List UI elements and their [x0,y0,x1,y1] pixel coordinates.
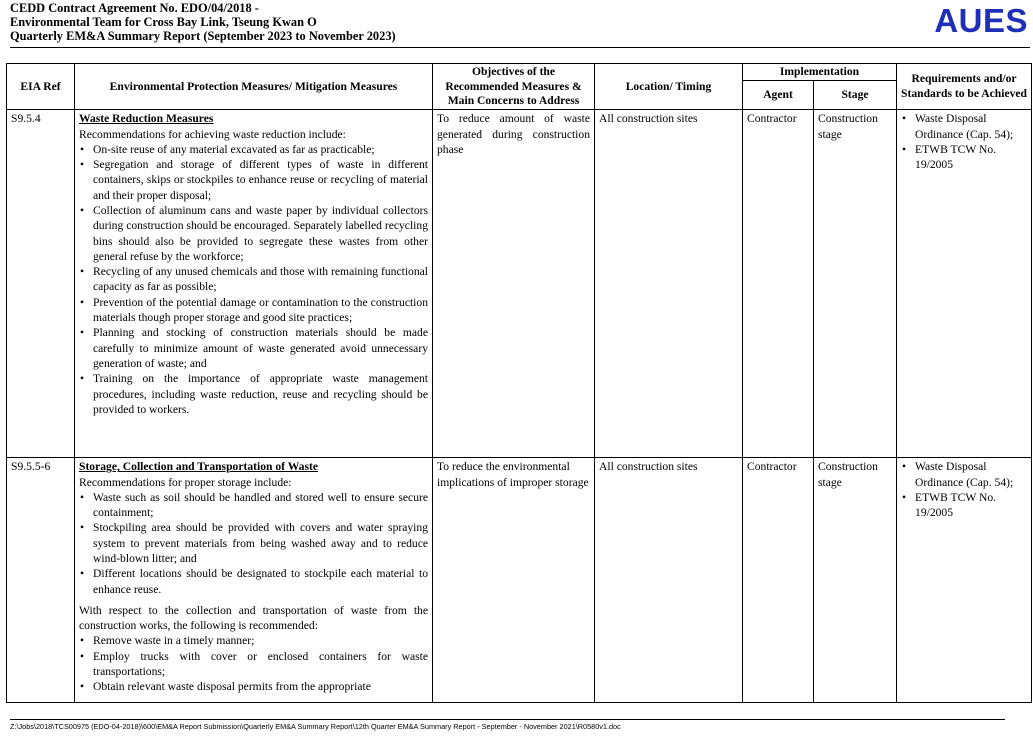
eia-ref-cell: S9.5.4 [7,110,75,458]
list-item: • Prevention of the potential damage or contamination to the construction materials though proper storage and good site practices; [79,295,428,326]
header-location: Location/ Timing [595,64,743,110]
header-title-block [10,1,396,44]
header-implementation: Implementation [743,64,897,81]
list-item: • Recycling of any unused chemicals and those with remaining functional capacity as far as possible; [79,264,428,295]
measures-cell [75,458,433,703]
stage-cell: Construction stage [814,458,897,703]
team-line: Environmental Team for Cross Bay Link, Tseung Kwan O [10,15,317,30]
measures-list [79,490,428,597]
location-cell: All construction sites [595,110,743,458]
list-item: • Stockpiling area should be provided with covers and water spraying system to prevent materials from being washed away and to reduce wind-blown litter; and [79,520,428,566]
objective-cell: To reduce the environmental implications of improper storage [433,458,595,703]
header-objectives: Objectives of the Recommended Measures & Main Concerns to Address [433,64,595,110]
header-requirements: Requirements and/or Standards to be Achieved [897,64,1032,110]
page-header [10,0,1030,46]
measures-list [79,142,428,417]
list-item: • ETWB TCW No. 19/2005 [901,142,1027,173]
header-measures: Environmental Protection Measures/ Mitigation Measures [75,64,433,110]
list-item: • ETWB TCW No. 19/2005 [901,490,1027,521]
list-item: • Planning and stocking of construction materials should be made carefully to minimize amount of waste generated avoid unnecessary generation of waste; and [79,325,428,371]
header-agent: Agent [743,81,814,110]
requirements-list [901,111,1027,172]
footer-divider [10,719,1005,720]
list-item: • Different locations should be designated to stockpile each material to enhance reuse. [79,566,428,597]
footer-file-path: Z:\Jobs\2018\TCS00975 (EDO-04-2018)\600\EM&A Report Submission\Quarterly EM&A Summary Report\12th Quarter EM&A Summary Report - September - November 2021\R0580v1.doc [10,722,621,731]
contract-line: CEDD Contract Agreement No. EDO/04/2018 - [10,1,259,15]
section-intro-2: With respect to the collection and transportation of waste from the construction works, the following is recommended: [79,603,428,633]
requirements-list [901,459,1027,520]
list-item: • Remove waste in a timely manner; [79,633,428,648]
objective-cell: To reduce amount of waste generated during construction phase [433,110,595,458]
location-cell: All construction sites [595,458,743,703]
list-item: • Obtain relevant waste disposal permits from the appropriate [79,679,428,694]
section-intro: Recommendations for achieving waste reduction include: [79,127,346,141]
header-divider [10,47,1030,48]
list-item: • Waste Disposal Ordinance (Cap. 54); [901,459,1027,490]
header-eia-ref: EIA Ref [7,64,75,110]
agent-cell: Contractor [743,110,814,458]
list-item: • Employ trucks with cover or enclosed containers for waste transportations; [79,649,428,680]
aues-logo: AUES [934,2,1028,39]
list-item: • Waste such as soil should be handled and stored well to ensure secure containment; [79,490,428,521]
section-title: Storage, Collection and Transportation of Waste [79,460,318,474]
list-item: • Collection of aluminum cans and waste paper by individual collectors during construction should be encouraged. Separately labelled recycling bins should also be provided to segregate these wastes from other general refuse by the workforce; [79,203,428,264]
measures-cell [75,110,433,458]
list-item: • Training on the importance of appropriate waste management procedures, including waste reduction, reuse and recycling should be provided to workers. [79,371,428,417]
list-item: • Waste Disposal Ordinance (Cap. 54); [901,111,1027,142]
measures-list [79,633,428,694]
agent-cell: Contractor [743,458,814,703]
section-intro: Recommendations for proper storage include: [79,475,292,489]
table-row [7,110,1032,458]
list-item: • Segregation and storage of different types of waste in different containers, skips or stockpiles to enhance reuse or recycling of material and their proper disposal; [79,157,428,203]
eia-ref-cell: S9.5.5-6 [7,458,75,703]
list-item: • On-site reuse of any material excavated as far as practicable; [79,142,428,157]
header-stage: Stage [814,81,897,110]
table-row [7,458,1032,703]
stage-cell: Construction stage [814,110,897,458]
mitigation-measures-table [6,63,1032,703]
requirements-cell [897,458,1032,703]
section-title: Waste Reduction Measures [79,112,214,126]
report-title-line: Quarterly EM&A Summary Report (September 2023 to November 2023) [10,29,396,44]
requirements-cell [897,110,1032,458]
